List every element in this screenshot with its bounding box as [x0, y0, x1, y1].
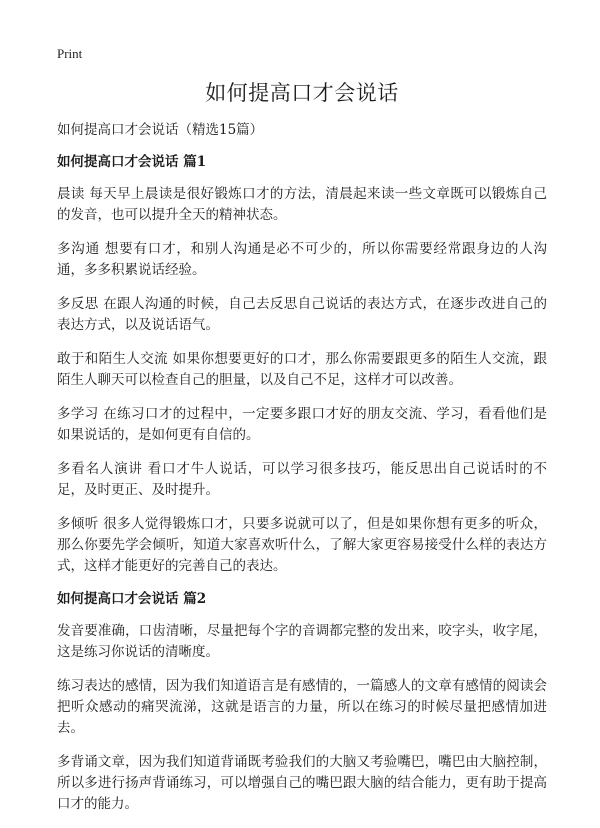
paragraph: 多反思 在跟人沟通的时候，自己去反思自己说话的表达方式，在逐步改进自己的表达方式，以及说话语气。 [57, 296, 547, 333]
section-heading: 如何提高口才会说话 篇2 [57, 591, 207, 607]
section-1 [57, 153, 547, 577]
paragraph: 晨读 每天早上晨读是很好锻炼口才的方法，清晨起来读一些文章既可以锻炼自己的发音，也可以提升全天的精神状态。 [57, 186, 547, 223]
article-subtitle: 如何提高口才会说话（精选15篇） [57, 122, 264, 138]
print-link[interactable]: Print [57, 46, 83, 61]
paragraph: 多看名人演讲 看口才牛人说话，可以学习很多技巧，能反思出自己说话时的不足，及时更正、及时提升。 [57, 461, 547, 498]
paragraph: 练习表达的感情，因为我们知道语言是有感情的，一篇感人的文章有感情的阅读会把听众感动的痛哭流涕，这就是语言的力量，所以在练习的时候尽量把感情加进去。 [57, 678, 547, 736]
page-title: 如何提高口才会说话 [205, 81, 399, 105]
paragraph: 多学习 在练习口才的过程中，一定要多跟口才好的朋友交流、学习，看看他们是如果说话的，是如何更有自信的。 [57, 406, 547, 443]
paragraph: 多沟通 想要有口才，和别人沟通是必不可少的，所以你需要经常跟身边的人沟通，多多积累说话经验。 [57, 241, 547, 278]
article-body [57, 121, 547, 828]
paragraph: 多背诵文章，因为我们知道背诵既考验我们的大脑又考验嘴巴，嘴巴由大脑控制，所以多进行扬声背诵练习，可以增强自己的嘴巴跟大脑的结合能力，更有助于提高口才的能力。 [57, 754, 547, 812]
paragraph: 多倾听 很多人觉得锻炼口才，只要多说就可以了，但是如果你想有更多的听众，那么你要先学会倾听，知道大家喜欢听什么，了解大家更容易接受什么样的表达方式，这样才能更好的完善自己的表达。 [57, 516, 547, 574]
paragraph: 敢于和陌生人交流 如果你想要更好的口才，那么你需要跟更多的陌生人交流，跟陌生人聊天可以检查自己的胆量，以及自己不足，这样才可以改善。 [57, 351, 547, 388]
section-heading: 如何提高口才会说话 篇1 [57, 154, 207, 170]
section-2 [57, 590, 547, 815]
paragraph: 发音要准确，口齿清晰，尽量把每个字的音调都完整的发出来，咬字头，收字尾，这是练习你说话的清晰度。 [57, 623, 547, 660]
